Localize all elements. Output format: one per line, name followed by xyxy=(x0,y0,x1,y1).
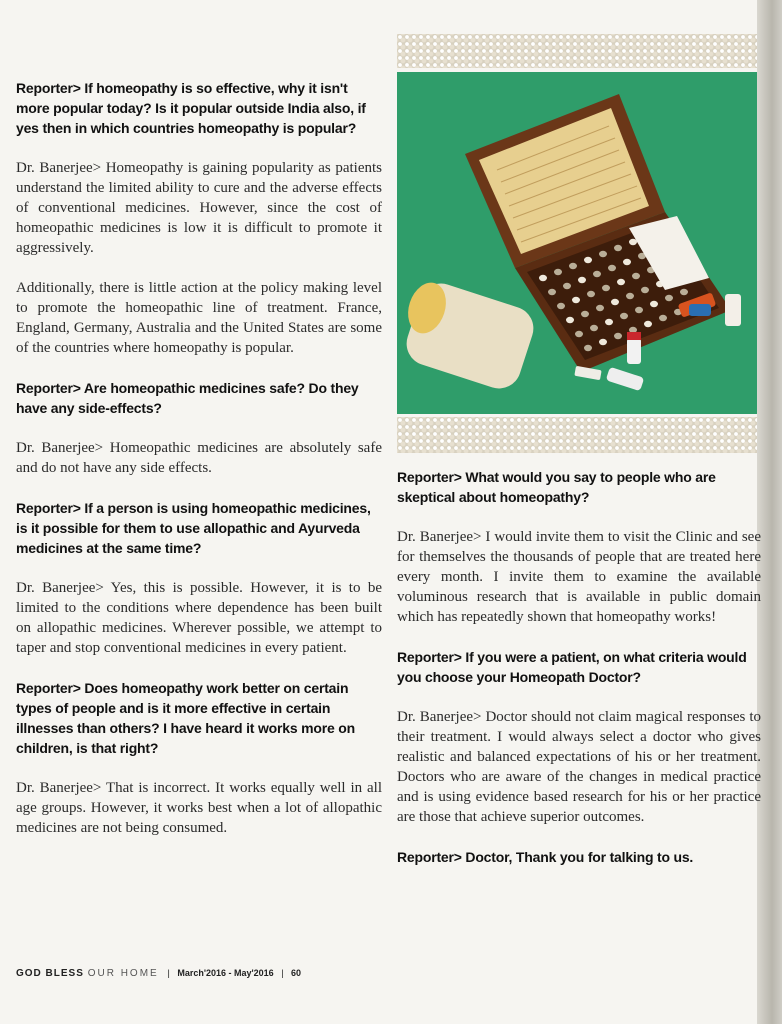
photo-texture-strip-top xyxy=(397,34,757,68)
vial-cap xyxy=(572,297,580,303)
vial-cap xyxy=(554,269,562,275)
left-column xyxy=(16,78,382,858)
answer-popularity-1: Dr. Banerjee> Homeopathy is gaining popularity as patients understand the limited ability to cure and the adverse effects of conventional medicines. However, since the cost of homeopathic medicines is low it is difficult to promote it aggressively. xyxy=(16,160,382,256)
brand-light: OUR HOME xyxy=(87,968,159,979)
vial-cap xyxy=(602,285,610,291)
vial-cap xyxy=(575,331,583,337)
question-safety: Reporter> Are homeopathic medicines safe? Do they have any side-effects? xyxy=(16,380,359,416)
answer-choose-doctor: Dr. Banerjee> Doctor should not claim magical responses to their treatment. I would always select a doctor who gives realistic and balanced expectations of his or her treatment. Doctors who are aware of the changes in medical practice and is using evidence based research for his or her practice are those that achieve superior outcomes. xyxy=(397,709,761,825)
vial-cap xyxy=(623,259,631,265)
answer-combined-use: Dr. Banerjee> Yes, this is possible. However, it is to be limited to the conditions where dependence has been built on allopathic medicines. Wherever possible, we attempt to taper and stop conventional medicines in every patient. xyxy=(16,580,382,656)
vial-cap xyxy=(626,293,634,299)
vial-cap xyxy=(548,289,556,295)
vial-cap xyxy=(578,277,586,283)
vial-cap xyxy=(611,299,619,305)
vial-cap xyxy=(659,315,667,321)
question-skeptics: Reporter> What would you say to people who are skeptical about homeopathy? xyxy=(397,469,716,505)
vial-cap xyxy=(584,257,592,263)
answer-popularity-2: Additionally, there is little action at the policy making level to promote the homeopathic line of treatment. France, England, Germany, Australia and the United States are some of the countries where homeopathy is popular. xyxy=(16,280,382,356)
page-number: 60 xyxy=(291,968,302,978)
vial-cap xyxy=(599,251,607,257)
vial-cap xyxy=(599,339,607,345)
vial-cap xyxy=(608,265,616,271)
vial-cap xyxy=(587,291,595,297)
page-footer: GOD BLESS OUR HOME | March'2016 - May'2016 | 60 xyxy=(16,968,302,979)
brand-bold: GOD BLESS xyxy=(16,968,84,979)
vial-cap xyxy=(581,311,589,317)
vial-cap xyxy=(617,279,625,285)
photo-texture-strip-bottom xyxy=(397,417,757,453)
vial-cap xyxy=(614,333,622,339)
powder-jar xyxy=(401,278,539,394)
answer-skeptics: Dr. Banerjee> I would invite them to visit the Clinic and see for themselves the thousands of people that are treated here every month. I invite them to examine the available voluminous research that is available in public domain which has repeatedly shown that homeopathy works! xyxy=(397,529,761,625)
vial-cap xyxy=(569,263,577,269)
vial-cap xyxy=(650,301,658,307)
medicine-box-illustration xyxy=(397,72,757,414)
vial-cap xyxy=(614,245,622,251)
vial-cap xyxy=(584,345,592,351)
right-column xyxy=(397,467,761,887)
vial-cap xyxy=(557,303,565,309)
vial-cap xyxy=(629,239,637,245)
vial-cap xyxy=(590,325,598,331)
vial-cap xyxy=(635,307,643,313)
magazine-brand xyxy=(16,968,162,979)
vial-cap xyxy=(539,275,547,281)
vial-cap xyxy=(641,287,649,293)
vial-cap xyxy=(593,271,601,277)
vial-cap xyxy=(596,305,604,311)
medicine-box-photo xyxy=(397,72,757,414)
vial-cap xyxy=(665,295,673,301)
question-choose-doctor: Reporter> If you were a patient, on what criteria would you choose your Homeopath Doctor? xyxy=(397,649,747,685)
vial-cap xyxy=(644,321,652,327)
vial-cap xyxy=(563,283,571,289)
vial-cap xyxy=(632,273,640,279)
question-popularity: Reporter> If homeopathy is so effective, why it isn't more popular today? Is it popular outside India also, if yes then in which countries homeopathy is popular? xyxy=(16,80,366,136)
vial-cap xyxy=(620,313,628,319)
vial-cap xyxy=(566,317,574,323)
issue-dates: March'2016 - May'2016 xyxy=(177,968,274,978)
question-combined-use: Reporter> If a person is using homeopathic medicines, is it possible for them to use allopathic and Ayurveda medicines at the same time? xyxy=(16,500,371,556)
question-effectiveness: Reporter> Does homeopathy work better on certain types of people and is it more effective in certain illnesses than others? I have heard it works more on children, is that right? xyxy=(16,680,355,756)
vial-cap xyxy=(605,319,613,325)
closing-thanks: Reporter> Doctor, Thank you for talking to us. xyxy=(397,849,694,865)
answer-effectiveness: Dr. Banerjee> That is incorrect. It works equally well in all age groups. However, it works best when a lot of allopathic medicines are not being consumed. xyxy=(16,780,382,836)
answer-safety: Dr. Banerjee> Homeopathic medicines are absolutely safe and do not have any side effects. xyxy=(16,440,382,476)
vial-cap xyxy=(680,289,688,295)
